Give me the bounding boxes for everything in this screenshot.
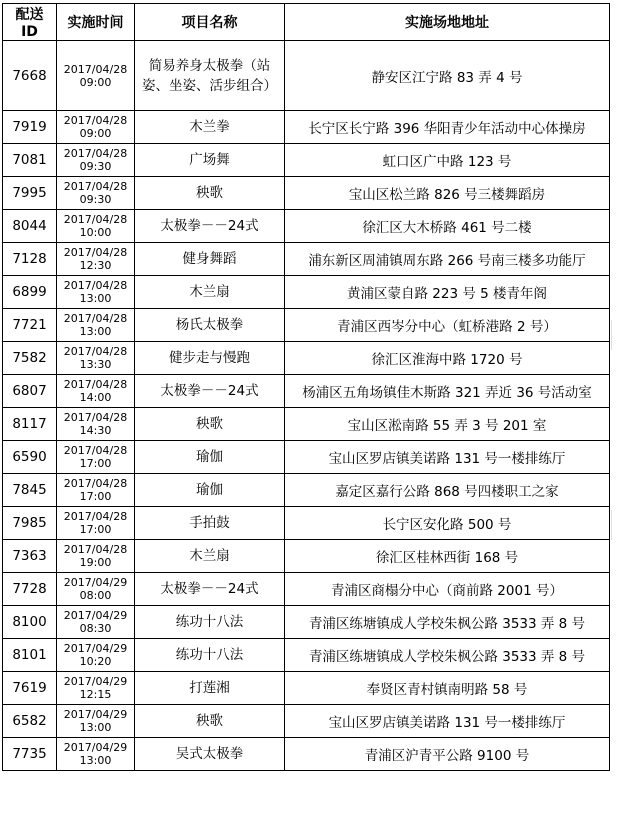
cell-time [57,342,135,375]
cell-date: 2017/04/28 [63,114,128,127]
cell-address: 宝山区罗店镇美诺路 131 号一楼排练厅 [285,441,610,474]
grid-artifact [611,510,612,540]
cell-id: 7919 [3,111,57,144]
cell-date: 2017/04/29 [63,708,128,721]
cell-project: 木兰扇 [135,540,285,573]
cell-time [57,243,135,276]
header-row [3,4,610,41]
cell-address: 青浦区西岑分中心（虹桥港路 2 号） [285,309,610,342]
cell-date: 2017/04/29 [63,609,128,622]
cell-address: 宝山区松兰路 826 号三楼舞蹈房 [285,177,610,210]
table-row [3,507,610,540]
cell-time [57,375,135,408]
cell-id: 7995 [3,177,57,210]
cell-address: 宝山区罗店镇美诺路 131 号一楼排练厅 [285,705,610,738]
cell-time [57,639,135,672]
cell-address: 虹口区广中路 123 号 [285,144,610,177]
cell-address: 杨浦区五角场镇佳木斯路 321 弄近 36 号活动室 [285,375,610,408]
table-header [3,4,610,41]
cell-project: 太极拳－－24式 [135,210,285,243]
cell-address: 青浦区商榻分中心（商前路 2001 号） [285,573,610,606]
table-body [3,41,610,771]
cell-id: 7845 [3,474,57,507]
cell-time [57,738,135,771]
table-row [3,408,610,441]
cell-project: 木兰拳 [135,111,285,144]
cell-time [57,474,135,507]
cell-project: 杨氏太极拳 [135,309,285,342]
cell-clock: 09:30 [79,193,112,206]
cell-time [57,705,135,738]
cell-time [57,276,135,309]
cell-project: 瑜伽 [135,474,285,507]
table-row [3,375,610,408]
cell-id: 7081 [3,144,57,177]
cell-address: 静安区江宁路 83 弄 4 号 [285,41,610,111]
cell-address: 青浦区练塘镇成人学校朱枫公路 3533 弄 8 号 [285,606,610,639]
cell-clock: 14:00 [79,391,112,404]
cell-project: 木兰扇 [135,276,285,309]
table-row [3,738,610,771]
table-row [3,573,610,606]
table-row [3,243,610,276]
header-project: 项目名称 [135,4,285,41]
cell-address: 徐汇区淮海中路 1720 号 [285,342,610,375]
cell-date: 2017/04/28 [63,477,128,490]
cell-project: 练功十八法 [135,639,285,672]
cell-address: 宝山区淞南路 55 弄 3 号 201 室 [285,408,610,441]
cell-time [57,144,135,177]
table-row [3,540,610,573]
cell-clock: 10:20 [79,655,112,668]
cell-address: 浦东新区周浦镇周东路 266 号南三楼多功能厅 [285,243,610,276]
cell-address: 奉贤区青村镇南明路 58 号 [285,672,610,705]
cell-id: 6807 [3,375,57,408]
cell-id: 7728 [3,573,57,606]
cell-date: 2017/04/29 [63,675,128,688]
cell-id: 6590 [3,441,57,474]
cell-time [57,441,135,474]
cell-clock: 09:00 [79,75,112,89]
cell-date: 2017/04/28 [63,147,128,160]
cell-id: 7668 [3,41,57,111]
cell-project: 广场舞 [135,144,285,177]
table-row [3,705,610,738]
cell-clock: 08:30 [79,622,112,635]
cell-id: 6582 [3,705,57,738]
cell-clock: 08:00 [79,589,112,602]
table-row [3,441,610,474]
cell-date: 2017/04/29 [63,642,128,655]
cell-date: 2017/04/29 [63,741,128,754]
cell-date: 2017/04/28 [63,279,128,292]
cell-time [57,540,135,573]
cell-clock: 10:00 [79,226,112,239]
cell-date: 2017/04/29 [63,576,128,589]
cell-clock: 17:00 [79,490,112,503]
header-id: 配送 ID [3,4,57,41]
cell-project: 简易养身太极拳（站姿、坐姿、活步组合） [135,41,285,111]
cell-clock: 13:00 [79,325,112,338]
cell-id: 8117 [3,408,57,441]
cell-address: 长宁区安化路 500 号 [285,507,610,540]
cell-project: 吴式太极拳 [135,738,285,771]
cell-date: 2017/04/28 [63,246,128,259]
cell-date: 2017/04/28 [63,180,128,193]
cell-id: 7363 [3,540,57,573]
cell-id: 7735 [3,738,57,771]
cell-address: 黄浦区蒙自路 223 号 5 楼青年阁 [285,276,610,309]
cell-clock: 19:00 [79,556,112,569]
cell-time [57,309,135,342]
cell-clock: 13:00 [79,721,112,734]
header-address: 实施场地地址 [285,4,610,41]
cell-clock: 12:30 [79,259,112,272]
cell-time [57,507,135,540]
cell-date: 2017/04/28 [63,345,128,358]
grid-artifact [611,320,612,350]
cell-project: 瑜伽 [135,441,285,474]
cell-clock: 13:30 [79,358,112,371]
cell-clock: 14:30 [79,424,112,437]
cell-clock: 13:00 [79,292,112,305]
cell-project: 太极拳－－24式 [135,573,285,606]
cell-clock: 09:00 [79,127,112,140]
table-row [3,276,610,309]
cell-clock: 17:00 [79,457,112,470]
cell-clock: 17:00 [79,523,112,536]
cell-time [57,41,135,111]
cell-id: 7721 [3,309,57,342]
cell-project: 练功十八法 [135,606,285,639]
cell-time [57,672,135,705]
cell-id: 7619 [3,672,57,705]
table-row [3,111,610,144]
cell-date: 2017/04/28 [63,411,128,424]
header-time: 实施时间 [57,4,135,41]
table-row [3,474,610,507]
cell-date: 2017/04/28 [63,378,128,391]
cell-address: 青浦区沪青平公路 9100 号 [285,738,610,771]
cell-address: 徐汇区大木桥路 461 号二楼 [285,210,610,243]
cell-time [57,177,135,210]
table-row [3,309,610,342]
cell-project: 太极拳－－24式 [135,375,285,408]
cell-date: 2017/04/28 [63,213,128,226]
table-row [3,144,610,177]
table-row [3,210,610,243]
cell-clock: 12:15 [79,688,112,701]
cell-date: 2017/04/28 [63,62,128,76]
cell-id: 8044 [3,210,57,243]
cell-address: 青浦区练塘镇成人学校朱枫公路 3533 弄 8 号 [285,639,610,672]
cell-time [57,111,135,144]
cell-time [57,606,135,639]
cell-address: 嘉定区嘉行公路 868 号四楼职工之家 [285,474,610,507]
cell-id: 6899 [3,276,57,309]
cell-date: 2017/04/28 [63,510,128,523]
cell-project: 健步走与慢跑 [135,342,285,375]
table-row [3,639,610,672]
table-row [3,672,610,705]
cell-time [57,210,135,243]
cell-project: 健身舞蹈 [135,243,285,276]
schedule-table [2,3,610,771]
cell-id: 8100 [3,606,57,639]
cell-clock: 09:30 [79,160,112,173]
cell-date: 2017/04/28 [63,312,128,325]
cell-project: 秧歌 [135,705,285,738]
cell-project: 秧歌 [135,408,285,441]
cell-project: 手拍鼓 [135,507,285,540]
cell-address: 长宁区长宁路 396 华阳青少年活动中心体操房 [285,111,610,144]
cell-address: 徐汇区桂林西街 168 号 [285,540,610,573]
cell-id: 7985 [3,507,57,540]
cell-project: 打莲湘 [135,672,285,705]
table-row [3,606,610,639]
cell-date: 2017/04/28 [63,543,128,556]
table-row [3,177,610,210]
cell-project: 秧歌 [135,177,285,210]
table-row [3,41,610,111]
cell-id: 7582 [3,342,57,375]
cell-id: 7128 [3,243,57,276]
cell-clock: 13:00 [79,754,112,767]
table-row [3,342,610,375]
cell-id: 8101 [3,639,57,672]
cell-date: 2017/04/28 [63,444,128,457]
cell-time [57,573,135,606]
cell-time [57,408,135,441]
